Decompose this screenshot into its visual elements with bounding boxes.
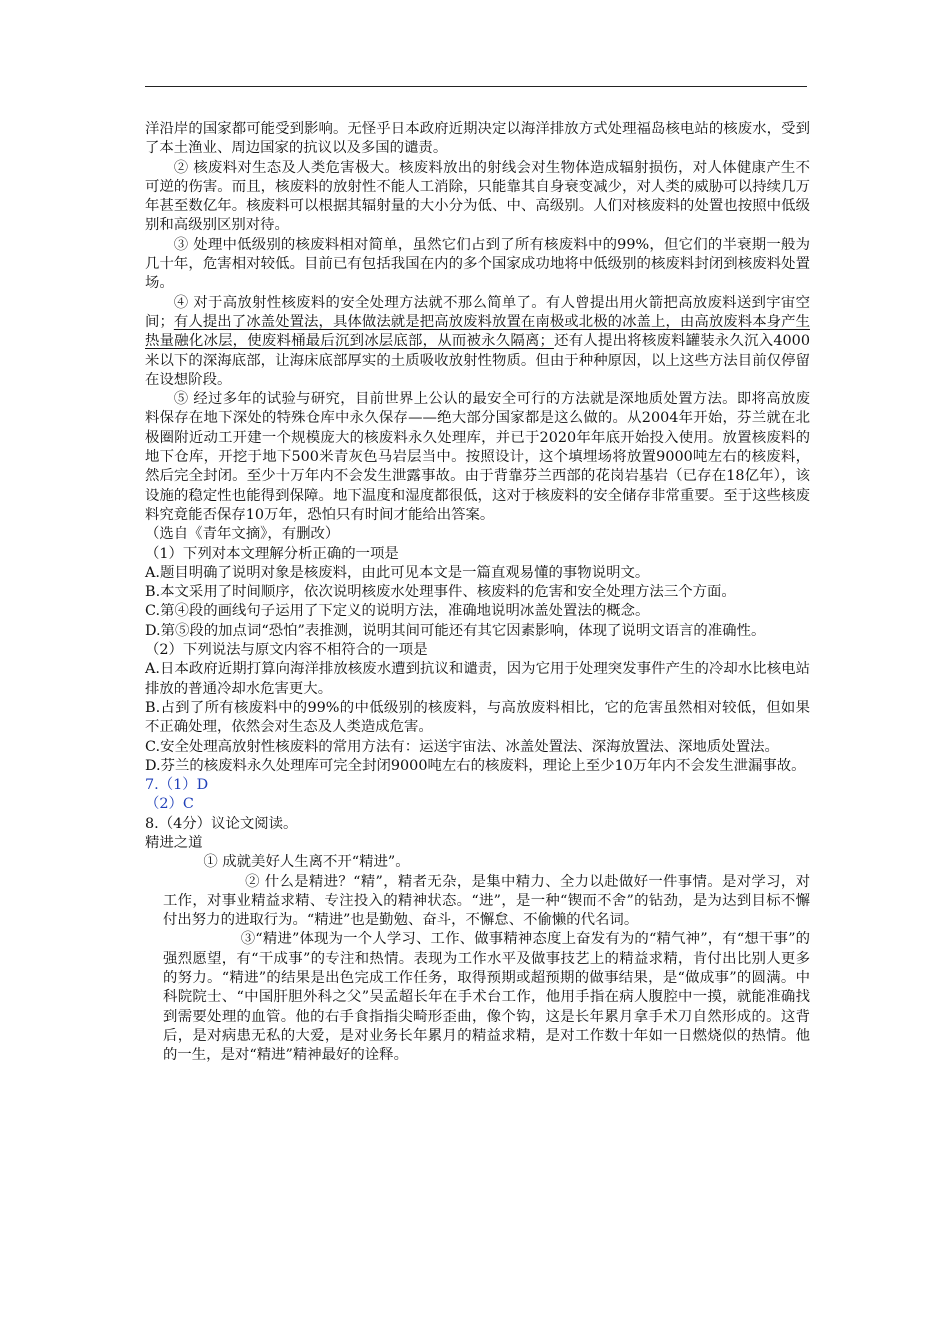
question-2-option-a: A.日本政府近期打算向海洋排放核废水遭到抗议和谴责，因为它用于处理突发事件产生的冷却水比核电站排放的普通冷却水危害更大。 (145, 661, 810, 697)
question-1-option-a: A.题目明确了说明对象是核废料，由此可见本文是一篇直观易懂的事物说明文。 (145, 564, 650, 581)
essay-paragraph-1: ① 成就美好人生离不开“精进”。 (203, 854, 410, 871)
essay-paragraph-3: ③“精进”体现为一个人学习、工作、做事精神态度上奋发有为的“精气神”，有“想干事”的强烈愿望，有“干成事”的专注和热情。表现为工作水平及做事技艺上的精益求精，肯付出比别人更多的努力。“精进”的结果是出色完成工作任务，取得预期或超预期的做事结果，是“做成事”的圆满。中科院院士、“中国肝胆外科之父”吴孟超长年在手术台工作，他用手指在病人腹腔中一摸，就能准确找到需要处理的血管。他的右手食指指尖畸形歪曲，像个钩，这是长年累月拿手术刀自然形成的。这背后，是对病患无私的大爱，是对业务长年累月的精益求精，是对工作数十年如一日燃烧似的热情。他的一生，是对“精进”精神最好的诠释。 (163, 931, 810, 1064)
question-2-option-b: B.占到了所有核废料中的99%的中低级别的核废料，与高放废料相比，它的危害虽然相对较低，但如果不正确处理，依然会对生态及人类造成危害。 (145, 699, 810, 736)
question-1-stem: （1）下列对本文理解分析正确的一项是 (145, 545, 399, 562)
document-body (145, 120, 810, 1066)
answer-1: 7.（1）D (145, 777, 209, 794)
source-note: （选自《青年文摘》，有删改） (145, 526, 340, 543)
passage-paragraph-continued: 洋沿岸的国家都可能受到影响。无怪乎日本政府近期决定以海洋排放方式处理福岛核电站的核废水，受到了本土渔业、周边国家的抗议以及多国的谴责。 (145, 121, 810, 157)
question-2-option-c: C.安全处理高放射性核废料的常用方法有：运送宇宙法、冰盖处置法、深海放置法、深地质处置法。 (145, 738, 779, 755)
question-1-option-b: B.本文采用了时间顺序，依次说明核废水处理事件、核废料的危害和安全处理方法三个方面。 (145, 584, 736, 601)
question-2-option-d: D.芬兰的核废料永久处理库可完全封闭9000吨左右的核废料，理论上至少10万年内不会发生泄漏事故。 (145, 757, 806, 774)
essay-body (145, 853, 810, 1065)
question-1-option-d: D.第⑤段的加点词“恐怕”表推测，说明其间可能还有其它因素影响，体现了说明文语言的准确性。 (145, 622, 766, 639)
underlined-sentence: 有人提出了冰盖处置法，具体做法就是把高放废料放置在南极或北极的冰盖上，由高放废料本身产生热量融化冰层，使废料桶最后沉到冰层底部，从而被永久隔离； (145, 313, 810, 350)
paragraph-4-lead: ④ 对于高放射性核废料的安全处理方法就不那么简单了。有人曾提出用火箭把高放废料送到宇宙空间； (145, 294, 810, 330)
question-2-stem: （2）下列说法与原文内容不相符合的一项是 (145, 642, 428, 659)
passage-paragraph-3: ③ 处理中低级别的核废料相对简单，虽然它们占到了所有核废料中的99%，但它们的半衰期一般为几十年，危害相对较低。目前已有包括我国在内的多个国家成功地将中低级别的核废料封闭到核废料处置场。 (145, 236, 810, 292)
question-1-option-c: C.第④段的画线句子运用了下定义的说明方法，准确地说明冰盖处置法的概念。 (145, 603, 650, 620)
paragraph-4-tail: 还有人提出将核废料罐装永久沉入4000米以下的深海底部，让海床底部厚实的土质吸收放射性物质。但由于种种原因，以上这些方法目前仅停留在设想阶段。 (145, 333, 810, 388)
passage-paragraph-2: ② 核废料对生态及人类危害极大。核废料放出的射线会对生物体造成辐射损伤，对人体健康产生不可逆的伤害。而且，核废料的放射性不能人工消除，只能靠其自身衰变减少，对人类的威胁可以持续几万年甚至数亿年。核废料可以根据其辐射量的大小分为低、中、高级别。人们对核废料的处置也按照中低级别和高级别区别对待。 (145, 159, 810, 234)
passage-paragraph-4 (145, 294, 810, 390)
passage-paragraph-5: ⑤ 经过多年的试验与研究，目前世界上公认的最安全可行的方法就是深地质处置方法。即将高放废料保存在地下深处的特殊仓库中永久保存——绝大部分国家都是这么做的。从2004年开始，芬兰就在北极圈附近动工开建一个规模庞大的核废料永久处理库，并已于2020年年底开始投入使用。放置核废料的地下仓库，开挖于地下500米青灰色马岩层当中。按照设计，这个填埋场将放置9000吨左右的核废料，然后完全封闭。至少十万年内不会发生泄露事故。由于背靠芬兰西部的花岗岩基岩（已存在18亿年），该设施的稳定性也能得到保障。地下温度和湿度都很低，这对于核废料的安全储存非常重要。至于这些核废料究竟能否保存10万年，恐怕只有时间才能给出答案。 (145, 391, 810, 523)
essay-paragraph-2: ② 什么是精进？“精”，精者无杂，是集中精力、全力以赴做好一件事情。是对学习，对工作，对事业精益求精、专注投入的精神状态。“进”，是一种“锲而不舍”的钻劲，是为达到目标不懈付出努力的进取行为。“精进”也是勤勉、奋斗，不懈怠、不偷懒的代名词。 (163, 873, 810, 929)
section-8-header: 8.（4分）议论文阅读。 (145, 815, 298, 832)
header-rule (145, 86, 807, 87)
essay-title: 精进之道 (145, 834, 203, 851)
answer-2: （2）C (145, 796, 194, 813)
